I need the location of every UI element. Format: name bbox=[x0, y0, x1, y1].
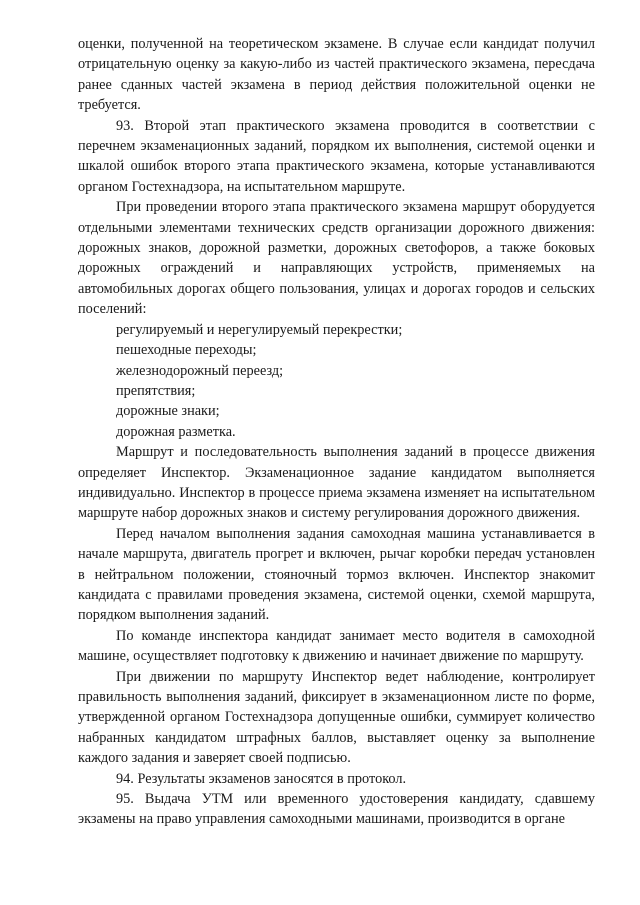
paragraph-inspector-command: По команде инспектора кандидат занимает место водителя в самоходной машине, осуществляет подготовку к движению и начинает движение по маршруту. bbox=[78, 627, 595, 665]
paragraph-94: 94. Результаты экзаменов заносятся в протокол. bbox=[116, 770, 407, 787]
paragraph-95: 95. Выдача УТМ или временного удостоверения кандидату, сдавшему экзамены на право управления самоходными машинами, производится в органе bbox=[78, 791, 595, 828]
list-item: препятствия; bbox=[116, 382, 196, 399]
document-page bbox=[78, 34, 595, 830]
paragraph-continuation: оценки, полученной на теоретическом экзамене. В случае если кандидат получил отрицательную оценку за какую-либо из частей практического экзамена, пересдача ранее сданных частей экзамена в период действия положительной оценки не требуется. bbox=[78, 36, 595, 114]
paragraph-route-sequence: Маршрут и последовательность выполнения заданий в процессе движения определяет Инспектор. Экзаменационное задание кандидатом выполняется индивидуально. Инспектор в процессе приема экзамена изменяет на испытательном маршруте набор дорожных знаков и систему регулирования дорожного движения. bbox=[78, 444, 595, 522]
list-item: дорожная разметка. bbox=[116, 423, 236, 440]
list-item: дорожные знаки; bbox=[116, 403, 220, 420]
list-item: пешеходные переходы; bbox=[116, 342, 257, 359]
paragraph-before-start: Перед началом выполнения задания самоходная машина устанавливается в начале маршрута, двигатель прогрет и включен, рычаг коробки передач установлен в нейтральном положении, стояночный тормоз включен. Инспектор знакомит кандидата с правилами проведения экзамена, системой оценки, схемой маршрута, порядком выполнения заданий. bbox=[78, 525, 595, 624]
paragraph-93: 93. Второй этап практического экзамена проводится в соответствии с перечнем экзаменационных заданий, порядком их выполнения, системой оценки и шкалой ошибок второго этапа практического экзамена, которые устанавливаются органом Гостехнадзора, на испытательном маршруте. bbox=[78, 117, 595, 195]
route-elements-list bbox=[78, 320, 595, 442]
list-item: железнодорожный переезд; bbox=[116, 362, 284, 379]
paragraph-route-equipment: При проведении второго этапа практического экзамена маршрут оборудуется отдельными элементами технических средств организации дорожного движения: дорожных знаков, дорожной разметки, дорожных светофоров, а также боковых дорожных ограждений и направляющих устройств, применяемых на автомобильных дорогах общего пользования, улицах и дорогах городов и сельских поселений: bbox=[78, 199, 595, 318]
paragraph-inspector-observation: При движении по маршруту Инспектор ведет наблюдение, контролирует правильность выполнения заданий, фиксирует в экзаменационном листе по форме, утвержденной органом Гостехнадзора допущенные ошибки, суммирует количество набранных кандидатом штрафных баллов, выставляет оценку за выполнение каждого задания и заверяет своей подписью. bbox=[78, 668, 595, 767]
list-item: регулируемый и нерегулируемый перекрестки; bbox=[116, 321, 403, 338]
